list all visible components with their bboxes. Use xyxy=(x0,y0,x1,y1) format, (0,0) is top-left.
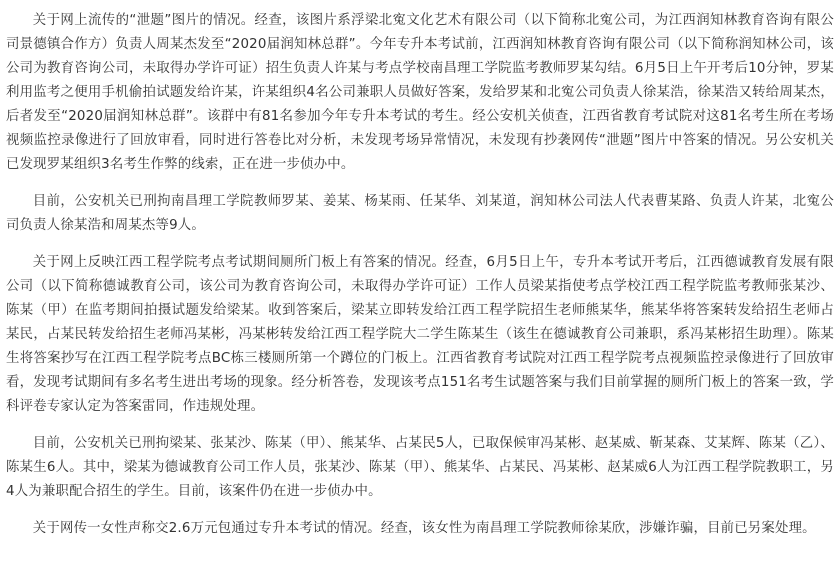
paragraph-detentions-nanchang: 目前，公安机关已刑拘南昌理工学院教师罗某、姜某、杨某雨、任某华、刘某道，润知林公司法人代表曹某路、负责人许某，北寃公司负责人徐某浩和周某杰等9人。 xyxy=(6,194,834,233)
paragraph-toilet-door-answers: 关于网上反映江西工程学院考点考试期间厕所门板上有答案的情况。经查，6月5日上午，专升本考试开考后，江西德诚教育发展有限公司（以下简称德诚教育公司，该公司为教育咨询公司，未取得办学许可证）工作人员梁某指使考点学校江西工程学院监考教师张某沙、陈某（甲）在监考期间拍摄试题发给梁某。收到答案后，梁某立即转发给江西工程学院招生老师熊某华，熊某华将答案转发给招生老师占某民，占某民转发给招生老师冯某彬，冯某彬转发给江西工程学院大二学生陈某生（该生在德诚教育公司兼职，系冯某彬招生助理）。陈某生将答案抄写在江西工程学院考点BC栋三楼厕所第一个蹲位的门板上。江西省教育考试院对江西工程学院考点视频监控录像进行了回放审看，发现考试期间有多名考生进出考场的现象。经分析答卷，发现该考点151名考生试题答案与我们目前掌握的厕所门板上的答案一致，学科评卷专家认定为答案雷同，作违规处理。 xyxy=(6,255,835,414)
paragraph-fraud-claim: 关于网传一女性声称交2.6万元包通过专升本考试的情况。经查，该女性为南昌理工学院教师徐某欣，涉嫌诈骗，目前已另案处理。 xyxy=(32,521,816,536)
paragraph-leak-image: 关于网上流传的“泄题”图片的情况。经查，该图片系浮梁北寃文化艺术有限公司（以下简称北寃公司，为江西润知林教育咨询有限公司景德镇合作方）负责人周某杰发至“2020届润知林总群”。今年专升本考试前，江西润知林教育咨询有限公司（以下简称润知林公司，该公司为教育咨询公司，未取得办学许可证）招生负责人许某与考点学校南昌理工学院监考教师罗某勾结。6月5日上午开考后10分钟，罗某利用监考之便用手机偷拍试题发给许某，许某组织4名公司兼职人员做好答案，发给罗某和北寃公司负责人徐某浩，徐某浩又转给周某杰，后者发至“2020届润知林总群”。该群中有81名参加今年专升本考试的考生。经公安机关侦查，江西省教育考试院对这81名考生所在考场视频监控录像进行了回放审看，同时进行答卷比对分析，未发现考场异常情况，未发现有抄袭网传“泄题”图片中答案的情况。另公安机关已发现罗某组织3名考生作弊的线索，正在进一步侦办中。 xyxy=(6,13,834,172)
paragraph-detentions-jiangxi-engineering: 目前，公安机关已刑拘梁某、张某沙、陈某（甲）、熊某华、占某民5人，已取保候审冯某彬、赵某威、靳某森、艾某辉、陈某（乙）、陈某生6人。其中，梁某为德诚教育公司工作人员，张某沙、陈某（甲）、熊某华、占某民、冯某彬、赵某威6人为江西工程学院教职工，另4人为兼职配合招生的学生。目前，该案件仍在进一步侦办中。 xyxy=(6,436,834,499)
